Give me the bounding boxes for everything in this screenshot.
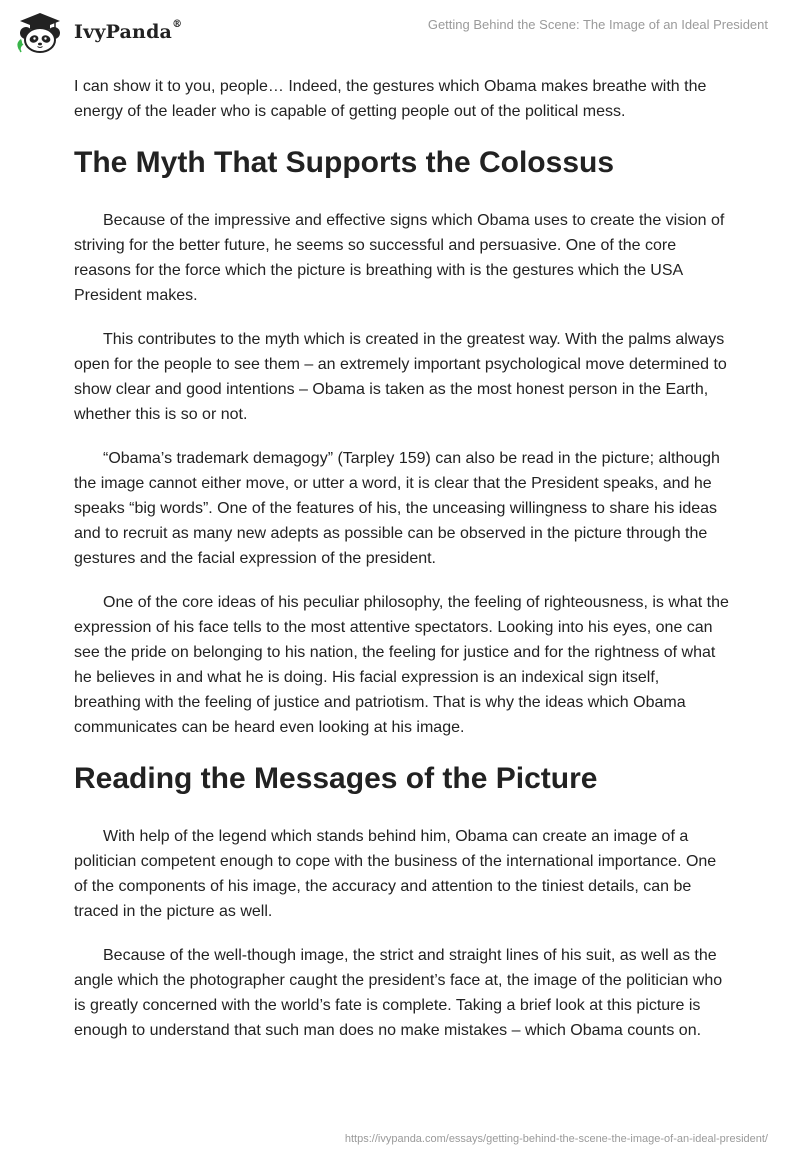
body-paragraph: This contributes to the myth which is created in the greatest way. With the palms always open for the people to see them – an extremely important psychological move determined to show clear and good intentions – Obama is taken as the most honest person in the Earth, whether this is so or not. xyxy=(74,331,727,423)
ivypanda-logo[interactable] xyxy=(14,10,182,54)
body-paragraph: With help of the legend which stands behind him, Obama can create an image of a politician competent enough to cope with the business of the international importance. One of the components of his image, the accuracy and attention to the tiniest details, can be traced in the picture as well. xyxy=(74,828,717,920)
panda-logo-icon xyxy=(14,10,66,54)
page-header xyxy=(0,0,800,70)
body-paragraph: Because of the impressive and effective signs which Obama uses to create the vision of striving for the better future, he seems so successful and persuasive. One of the core reasons for the force which the picture is breathing with is the gestures which the USA President makes. xyxy=(74,212,725,304)
intro-paragraph: I can show it to you, people… Indeed, the gestures which Obama makes breathe with the energy of the leader who is capable of getting people out of the political mess. xyxy=(74,78,707,120)
body-paragraph: One of the core ideas of his peculiar philosophy, the feeling of righteousness, is what the expression of his face tells to the most attentive spectators. Looking into his eyes, one can see the pride on belonging to his nation, the feeling for justice and for the rightness of what he believes in and what he is doing. His facial expression is an indexical sign itself, breathing with the feeling of justice and patriotism. That is why the ideas which Obama communicates can be heard even looking at his image. xyxy=(74,594,729,736)
logo-wordmark: IvyPanda® xyxy=(74,19,183,43)
body-paragraph: Because of the well-though image, the strict and straight lines of his suit, as well as the angle which the photographer caught the president’s face at, the image of the politician who is greatly concerned with the world’s fate is complete. Taking a brief look at this picture is enough to understand that such man does no make mistakes – which Obama counts on. xyxy=(74,947,723,1039)
section-heading: Reading the Messages of the Picture xyxy=(74,762,598,795)
body-paragraph: “Obama’s trademark demagogy” (Tarpley 159) can also be read in the picture; although the image cannot either move, or utter a word, it is clear that the President speaks, and he speaks “big words”. One of the features of his, the unceasing willingness to share his ideas and to recruit as many new adepts as possible can be observed in the picture through the gestures and the facial expression of the president. xyxy=(74,450,720,567)
essay-body xyxy=(74,74,730,1062)
section-heading: The Myth That Supports the Colossus xyxy=(74,146,615,179)
document-title: Getting Behind the Scene: The Image of an Ideal President xyxy=(427,17,768,32)
source-url[interactable]: https://ivypanda.com/essays/getting-behind-the-scene-the-image-of-an-ideal-president/ xyxy=(344,1133,768,1145)
